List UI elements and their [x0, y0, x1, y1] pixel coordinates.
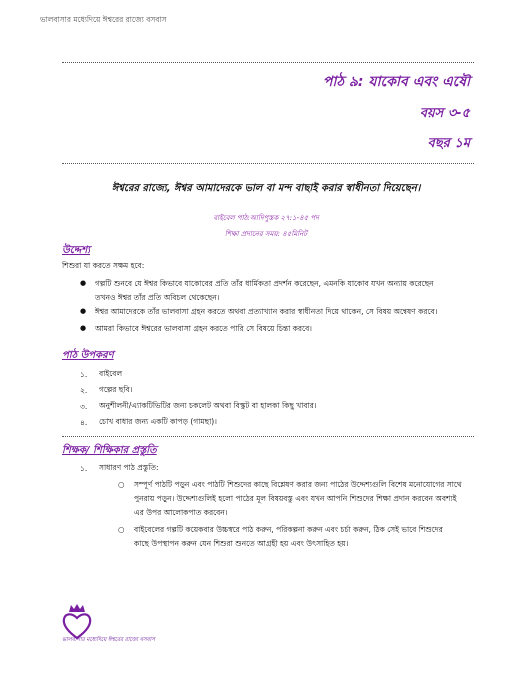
- preparation-subheading: সাধারণ পাঠ প্রস্তুতি:: [99, 463, 159, 472]
- materials-heading: পাঠ উপকরণ: [62, 350, 114, 361]
- lesson-duration: শিক্ষা প্রদানের সময়: ৪৫মিনিট: [224, 230, 308, 238]
- preparation-divider: [62, 436, 474, 437]
- preparation-item-1-line3: এর উপর আলোকপাত করবেন।: [134, 508, 228, 517]
- material-number: ৪.: [80, 418, 88, 427]
- theme-divider: [62, 163, 474, 164]
- circle-bullet-icon: ○: [118, 480, 125, 489]
- bullet-icon: ●: [80, 279, 87, 287]
- bullet-icon: ●: [80, 324, 87, 332]
- running-footer: ভালবাসার মধ্যেদিয়ে ঈশ্বরের রাজ্যে বসবাস: [62, 637, 155, 643]
- objective-item-1-line2: তখনও ঈশ্বর তাঁর প্রতি অবিচল থেকেছেন।: [95, 293, 220, 302]
- objective-item-3: আমরা কিভাবে ঈশ্বরের ভালবাসা গ্রহন করতে পারি সে বিষয়ে চিন্তা করবে।: [95, 324, 312, 333]
- bullet-icon: ●: [80, 307, 87, 315]
- objectives-heading: উদ্দেশ্য: [62, 245, 91, 256]
- lesson-title: পাঠ ৯: যাকোব এবং এষৌ: [322, 74, 470, 90]
- objectives-intro: শিশুরা যা করতে সক্ষম হবে:: [62, 261, 145, 270]
- preparation-heading: শিক্ষক/ শিক্ষিকার প্রস্তুতি: [62, 445, 157, 456]
- preparation-item-1-line2: পুনরায় পড়ুন। উদ্দেশ্যগুলিই হলো পাঠের মূল বিষয়বস্তু এবং যখন আপনি শিশুদের শিক্ষা প্রদান করবেন অবশ্যই: [134, 494, 457, 503]
- lesson-theme: ঈশ্বরের রাজ্যে, ঈশ্বর আমাদেরকে ভাল বা মন্দ বাছাই করার স্বাধীনতা দিয়েছেন।: [111, 183, 421, 194]
- material-item: অনুশীলনী/এ্যাকটিভিটির জন্য চকলেট অথবা বিস্কুট বা হালকা কিছু খাবার।: [99, 401, 317, 410]
- material-number: ১.: [80, 370, 88, 379]
- preparation-item-2-line1: বাইবেলের গল্পটি কয়েকবার উচ্চস্বরে পাঠ করুন, পরিকল্পনা করুন এবং চর্চা করুন, ঠিক সেই ভাবে শিশুদের: [134, 525, 443, 534]
- circle-bullet-icon: ○: [118, 525, 125, 534]
- lesson-year: বছর ১ম: [427, 136, 470, 151]
- material-item: গল্পের ছবি।: [99, 385, 133, 394]
- bible-reference: বাইবেল পাঠ:আদিপুস্তক ২৭:১-৪৫ পদ: [213, 214, 319, 222]
- preparation-item-1-line1: সম্পূর্ণ পাঠটি পড়ুন এবং পাঠটি শিশুদের কাছে বিশ্লেষণ করার জন্য পাঠের উদ্দেশ্যগুলি বিশেষ মনোযোগের সাথে: [134, 480, 462, 489]
- preparation-item-2-line2: কাছে উপস্থাপন করুন যেন শিশুরা শুনতে আগ্রহী হয় এবং উৎসাহিত হয়।: [134, 539, 349, 548]
- material-item: চোখ বাধার জন্য একটি কাপড় (গামছা)।: [99, 417, 217, 426]
- material-item: বাইবেল: [99, 369, 123, 378]
- lesson-age: বয়স ৩-৫: [419, 106, 470, 121]
- objective-item-1-line1: গল্পটি শুনবে যে ঈশ্বর কিভাবে যাকোবের প্রতি তাঁর ধার্মিকতা প্রদর্শন করেছেন, এমনকি যাকোব যখন অন্যায় করেছেন: [95, 279, 434, 288]
- material-number: ২.: [80, 386, 88, 395]
- running-header: ভালবাসার মধ্যেদিয়ে ঈশ্বরের রাজ্যে বসবাস: [40, 15, 167, 24]
- objective-item-2: ঈশ্বর আমাদেরকে তাঁর ভালবাসা গ্রহন করতে অথবা প্রত্যাখ্যান করার স্বাধীনতা দিয়ে থাকেন, সে বিষয় অন্বেষণ করবে।: [95, 307, 438, 316]
- preparation-number: ১.: [80, 464, 88, 473]
- top-divider: [62, 62, 474, 63]
- material-number: ৩.: [80, 402, 88, 411]
